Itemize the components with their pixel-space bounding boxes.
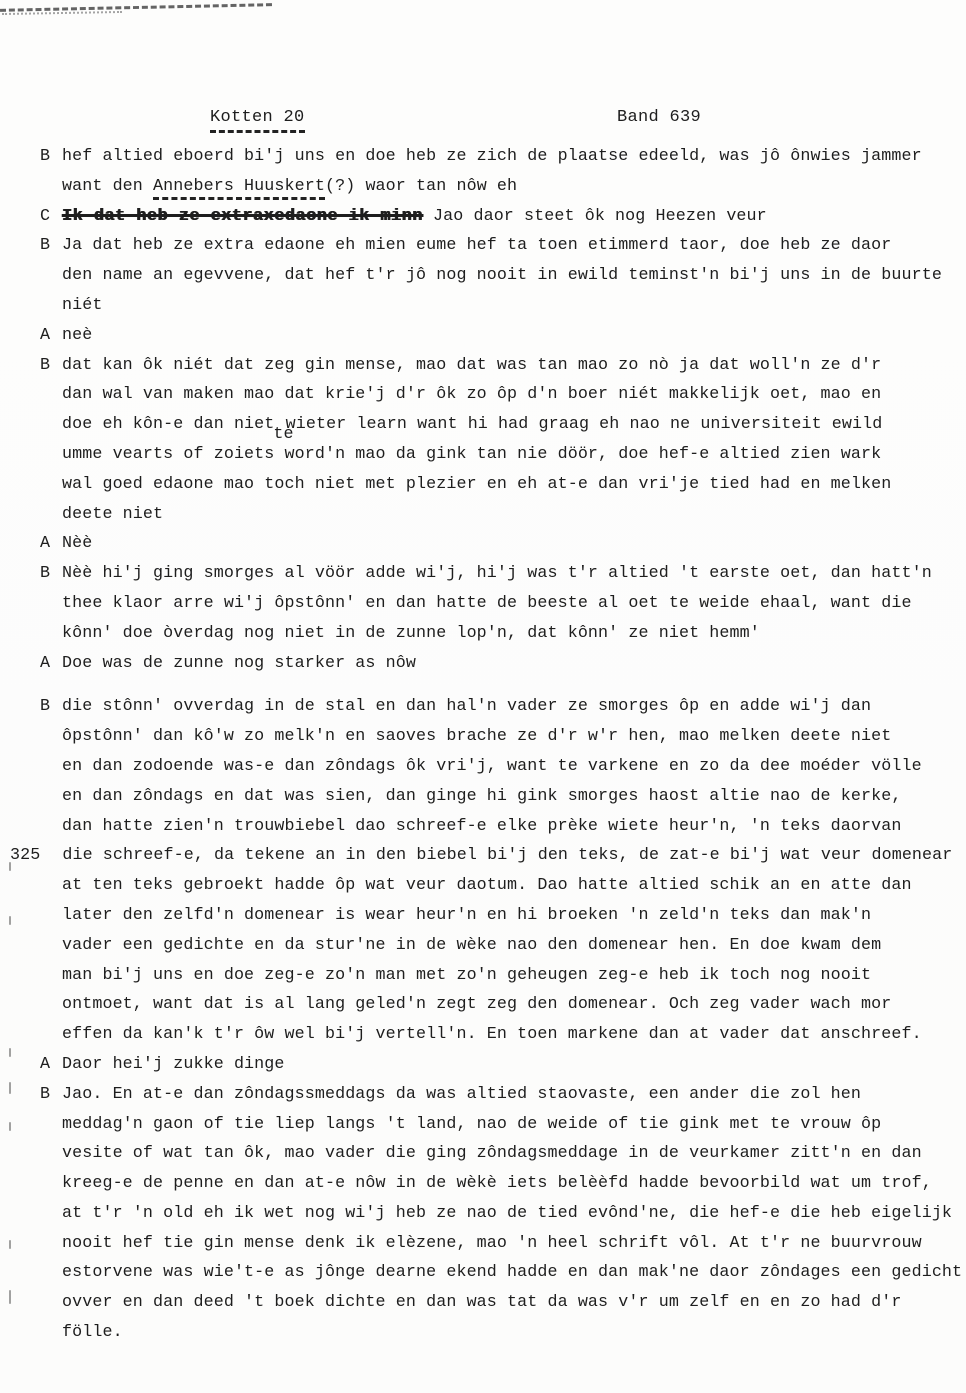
- scan-edge-artifact: [2, 11, 122, 15]
- margin-line-number: [0, 172, 40, 202]
- transcript-line: [0, 231, 966, 261]
- transcript-line: [0, 351, 966, 381]
- margin-line-number: [0, 589, 40, 619]
- transcript-line: [0, 782, 966, 812]
- transcript-line: [0, 1258, 966, 1288]
- line-text: [62, 351, 966, 381]
- line-text: [62, 961, 966, 991]
- speaker-label: B: [40, 564, 51, 584]
- speaker-label: [40, 261, 62, 291]
- speaker-label: A: [40, 1054, 51, 1074]
- inserted-text: te: [273, 425, 294, 445]
- tape-number: Band 639: [617, 108, 702, 127]
- text-segment: want den: [62, 176, 154, 196]
- line-text: [62, 649, 966, 679]
- text-segment: niét: [62, 295, 103, 315]
- document-title: Kotten 20: [210, 108, 305, 133]
- margin-line-number: [0, 559, 40, 589]
- underlined-text: Annebers Huuskert: [153, 177, 325, 200]
- speaker-label: C: [40, 206, 51, 226]
- scan-edge-artifact: [0, 3, 272, 12]
- line-text: [62, 589, 966, 619]
- transcript-line: [0, 841, 966, 871]
- transcript-line: [0, 529, 966, 559]
- speaker-label: B: [40, 355, 51, 375]
- transcript-line: [0, 559, 966, 589]
- margin-line-number: [0, 649, 40, 679]
- margin-line-number: [0, 529, 40, 559]
- line-text: [62, 1169, 966, 1199]
- line-text: [62, 1288, 966, 1348]
- text-segment: dat kan ôk niét dat zeg gin mense, mao dat was tan mao zo nò ja dat woll'n ze d'r: [62, 355, 882, 375]
- text-segment: vesite of wat tan ôk, mao vader die ging zôndagsmeddage in de veurkamer zitt'n en dan: [62, 1144, 922, 1164]
- line-text: [62, 812, 966, 842]
- margin-line-number: [0, 1258, 40, 1288]
- transcript-line: [0, 410, 966, 445]
- text-segment: wal goed edaone mao toch niet met plezier en eh at-e dan vri'je tied had en melken: [62, 474, 892, 494]
- transcript-line: [0, 931, 966, 961]
- text-segment: die schreef-e, da tekene an in den biebel bi'j den teks, de zat-e bi'j wat veur domenear: [62, 846, 953, 866]
- speaker-label: [40, 1110, 62, 1140]
- transcript-line: [0, 961, 966, 991]
- transcript-line: [0, 500, 966, 530]
- speaker-label: [40, 722, 62, 752]
- margin-line-number: [0, 1229, 40, 1259]
- line-text: [62, 1110, 966, 1140]
- transcript-line: [0, 619, 966, 649]
- line-text: [62, 931, 966, 961]
- transcript-line: [0, 291, 966, 321]
- margin-line-number: [0, 901, 40, 931]
- text-segment: Jao daor steet ôk nog Heezen veur: [422, 206, 767, 226]
- speaker-label: A: [40, 534, 51, 554]
- speaker-label: [40, 1258, 62, 1288]
- margin-line-number: [0, 142, 40, 172]
- speaker-label: [40, 440, 62, 470]
- text-segment: hef altied eboerd bi'j uns en doe heb ze zich de plaatse edeeld, was jô ônwies jammer: [62, 147, 922, 166]
- text-segment: vader een gedichte en da stur'ne in de wèke nao den domenear hen. En doe kwam dem: [62, 935, 882, 955]
- transcript-line: [0, 812, 966, 842]
- margin-line-number: [0, 812, 40, 842]
- text-segment: man bi'j uns en doe zeg-e zo'n man met zo'n geheugen zeg-e heb ik toch nog nooit: [62, 965, 872, 985]
- text-segment: meddag'n gaon of tie liep langs 't land, nao de weide of tie gink met te vrouw ôp: [62, 1114, 882, 1134]
- transcript-line: [0, 172, 966, 202]
- speaker-label: [40, 990, 62, 1020]
- margin-line-number: [0, 1080, 40, 1110]
- line-text: [62, 1258, 966, 1288]
- transcript-body: [0, 142, 966, 1348]
- line-text: [62, 321, 966, 351]
- speaker-label: B: [40, 1084, 51, 1104]
- speaker-label: [40, 901, 62, 931]
- text-segment: later den zelfd'n domenear is wear heur'n en hi broeken 'n zeld'n teks dan mak'n: [62, 905, 872, 925]
- line-text: [62, 559, 966, 589]
- line-text: [62, 1139, 966, 1169]
- transcript-line: [0, 752, 966, 782]
- margin-line-number: [0, 990, 40, 1020]
- margin-line-number: [0, 931, 40, 961]
- margin-line-number: [0, 380, 40, 410]
- text-segment: die stônn' ovverdag in de stal en dan hal'n vader ze smorges ôp en adde wi'j dan: [62, 697, 872, 717]
- margin-line-number: [0, 351, 40, 381]
- speaker-label: [40, 1169, 62, 1199]
- line-text: [62, 619, 966, 649]
- speaker-label: [40, 871, 62, 901]
- text-segment: dan wal van maken mao dat krie'j d'r ôk zo ôp d'n boer niét makkelijk oet, mao en: [62, 385, 882, 405]
- speaker-label: [40, 812, 62, 842]
- margin-line-number: [0, 1288, 40, 1348]
- speaker-label: [40, 782, 62, 812]
- line-text: [62, 871, 966, 901]
- text-segment: kônn' doe òverdag nog niet in de zunne lop'n, dat kônn' ze niet hemm': [62, 623, 760, 643]
- speaker-label: [40, 589, 62, 619]
- margin-line-number: [0, 321, 40, 351]
- text-segment: neè: [62, 325, 93, 345]
- transcript-line: [0, 871, 966, 901]
- transcript-line: [0, 1169, 966, 1199]
- line-text: [62, 1050, 966, 1080]
- text-segment: deete niet: [62, 504, 164, 524]
- margin-line-number: [0, 619, 40, 649]
- text-segment: Nèè hi'j ging smorges al vöör adde wi'j, hi'j was t'r altied 't earste oet, dan hatt'n: [62, 564, 932, 584]
- line-text: [62, 722, 966, 752]
- speaker-label: A: [40, 325, 51, 345]
- line-text: [62, 1229, 966, 1259]
- transcript-line: [0, 692, 966, 722]
- margin-line-number: [0, 1199, 40, 1229]
- speaker-label: [40, 961, 62, 991]
- line-text: [62, 990, 966, 1020]
- margin-line-number: [0, 500, 40, 530]
- text-segment: estorvene was wie't-e as jônge dearne ekend hadde en dan mak'ne daor zôndages een gedicht: [62, 1263, 963, 1283]
- line-text: [62, 782, 966, 812]
- transcript-line: [0, 380, 966, 410]
- text-segment: ontmoet, want dat is al lang geled'n zegt zeg den domenear. Och zeg vader wach mor: [62, 995, 892, 1015]
- text-segment: (?) waor tan nôw eh: [324, 176, 518, 196]
- speaker-label: B: [40, 236, 51, 256]
- line-text: [62, 142, 966, 172]
- speaker-label: [40, 291, 62, 321]
- transcript-line: [0, 1288, 966, 1348]
- margin-line-number: [0, 1169, 40, 1199]
- text-segment: en dan zôndags en dat was sien, dan ginge hi gink smorges haost altie nao de kerke,: [62, 786, 902, 806]
- transcript-line: [0, 722, 966, 752]
- transcript-line: [0, 990, 966, 1020]
- line-text: [62, 440, 966, 470]
- transcript-line: [0, 1229, 966, 1259]
- margin-line-number: [0, 410, 40, 440]
- transcript-line: [0, 470, 966, 500]
- text-segment: en dan zodoende was-e dan zôndags ôk vri'j, want te varkene en zo da dee moéder völle: [62, 756, 922, 776]
- transcript-line: [0, 1110, 966, 1140]
- speaker-label: B: [40, 147, 51, 166]
- text-segment: umme vearts of zoiets word'n mao da gink tan nie döör, doe hef-e altied zien wark: [62, 444, 882, 464]
- transcript-line: [0, 1199, 966, 1229]
- line-text: [62, 1020, 966, 1050]
- margin-line-number: [0, 231, 40, 261]
- speaker-label: [40, 841, 62, 871]
- text-segment: at ten teks gebroekt hadde ôp wat veur daotum. Dao hatte altied schik an en atte dan: [62, 876, 912, 896]
- speaker-label: [40, 752, 62, 782]
- margin-line-number: [0, 1139, 40, 1169]
- text-segment: ovver en dan deed 't boek dichte en dan was tat da was v'r um zelf en en zo had d'r fölle.: [62, 1293, 912, 1343]
- speaker-label: [40, 1229, 62, 1259]
- speaker-label: [40, 1288, 62, 1348]
- transcript-line: [0, 261, 966, 291]
- line-text: [62, 172, 966, 202]
- text-segment: Jao. En at-e dan zôndagssmeddags da was altied staovaste, een ander die zol hen: [62, 1084, 862, 1104]
- transcript-line: [0, 142, 966, 172]
- text-segment: effen da kan'k t'r ôw wel bi'j vertell'n. En toen markene dan at vader dat anschreef.: [62, 1025, 922, 1045]
- line-text: [62, 692, 966, 722]
- margin-line-number: [0, 202, 40, 232]
- speaker-label: [40, 619, 62, 649]
- speaker-label: [40, 500, 62, 530]
- text-segment: kreeg-e de penne en dan at-e nôw in de wèkè iets belèèfd hadde bevoorbild wat um trof,: [62, 1174, 932, 1194]
- text-segment: Daor hei'j zukke dinge: [62, 1054, 285, 1074]
- line-text: [62, 470, 966, 500]
- transcript-line: [0, 1139, 966, 1169]
- line-text: [62, 500, 966, 530]
- speaker-label: [40, 470, 62, 500]
- transcript-line: [0, 202, 966, 232]
- text-segment: ôpstônn' dan kô'w zo melk'n en saoves brache ze d'r w'r hen, mao melken deete niet: [62, 727, 892, 747]
- margin-line-number: [0, 440, 40, 470]
- line-text: [62, 529, 966, 559]
- speaker-label: [40, 1139, 62, 1169]
- text-segment: doe eh kôn-e dan niet: [62, 415, 275, 435]
- margin-line-number: 325: [10, 846, 41, 866]
- margin-line-number: [0, 752, 40, 782]
- line-text: [62, 1080, 966, 1110]
- margin-line-number: [0, 782, 40, 812]
- speaker-label: [40, 1199, 62, 1229]
- text-segment: Doe was de zunne nog starker as nôw: [62, 653, 416, 673]
- text-segment: dan hatte zien'n trouwbiebel dao schreef-e elke prèke wiete heur'n, 'n teks daorvan: [62, 816, 902, 836]
- line-text: [62, 261, 966, 291]
- margin-line-number: [0, 722, 40, 752]
- transcript-line: [0, 1050, 966, 1080]
- margin-line-number: [0, 1020, 40, 1050]
- speaker-label: A: [40, 653, 51, 673]
- line-text: [62, 291, 966, 321]
- transcript-line: [0, 589, 966, 619]
- line-text: [62, 1199, 966, 1229]
- transcript-line: [0, 440, 966, 470]
- speaker-label: B: [40, 697, 51, 717]
- line-text: [62, 752, 966, 782]
- text-segment: nooit hef tie gin mense denk ik elèzene, mao 'n heel schrift vôl. At t'r ne buurvrouw: [62, 1233, 922, 1253]
- margin-line-number: [0, 1050, 40, 1080]
- text-segment: thee klaor arre wi'j ôpstônn' en dan hatte de beeste al oet te weide ehaal, want die: [62, 593, 912, 613]
- struck-text: Ik dat heb ze extraxedaone ik minn: [62, 206, 423, 226]
- margin-line-number: [0, 692, 40, 722]
- margin-line-number: [0, 261, 40, 291]
- speaker-label: [40, 1020, 62, 1050]
- margin-line-number: [0, 291, 40, 321]
- line-text: [62, 410, 966, 445]
- margin-line-number: [0, 871, 40, 901]
- line-text: [62, 380, 966, 410]
- transcript-line: [0, 321, 966, 351]
- line-text: [62, 901, 966, 931]
- transcript-line: [0, 901, 966, 931]
- line-text: [62, 841, 966, 871]
- margin-line-number: [0, 961, 40, 991]
- margin-line-number: [0, 1110, 40, 1140]
- text-segment: at t'r 'n old eh ik wet nog wi'j heb ze nao de tied evônd'ne, die hef-e die heb eigelijk: [62, 1203, 953, 1223]
- text-segment: Ja dat heb ze extra edaone eh mien eume hef ta toen etimmerd taor, doe heb ze daor: [62, 236, 892, 256]
- transcript-line: [0, 1080, 966, 1110]
- text-segment: den name an egevvene, dat hef t'r jô nog nooit in ewild teminst'n bi'j uns in de buurte: [62, 266, 942, 286]
- transcript-line: [0, 649, 966, 679]
- line-text: [62, 231, 966, 261]
- speaker-label: [40, 410, 62, 440]
- line-text: [62, 202, 966, 232]
- transcript-line: [0, 1020, 966, 1050]
- speaker-label: [40, 172, 62, 202]
- margin-line-number: [0, 470, 40, 500]
- text-segment: wieter learn want hi had graag eh nao ne universiteit ewild: [285, 415, 883, 435]
- speaker-label: [40, 931, 62, 961]
- text-segment: Nèè: [62, 534, 93, 554]
- speaker-label: [40, 380, 62, 410]
